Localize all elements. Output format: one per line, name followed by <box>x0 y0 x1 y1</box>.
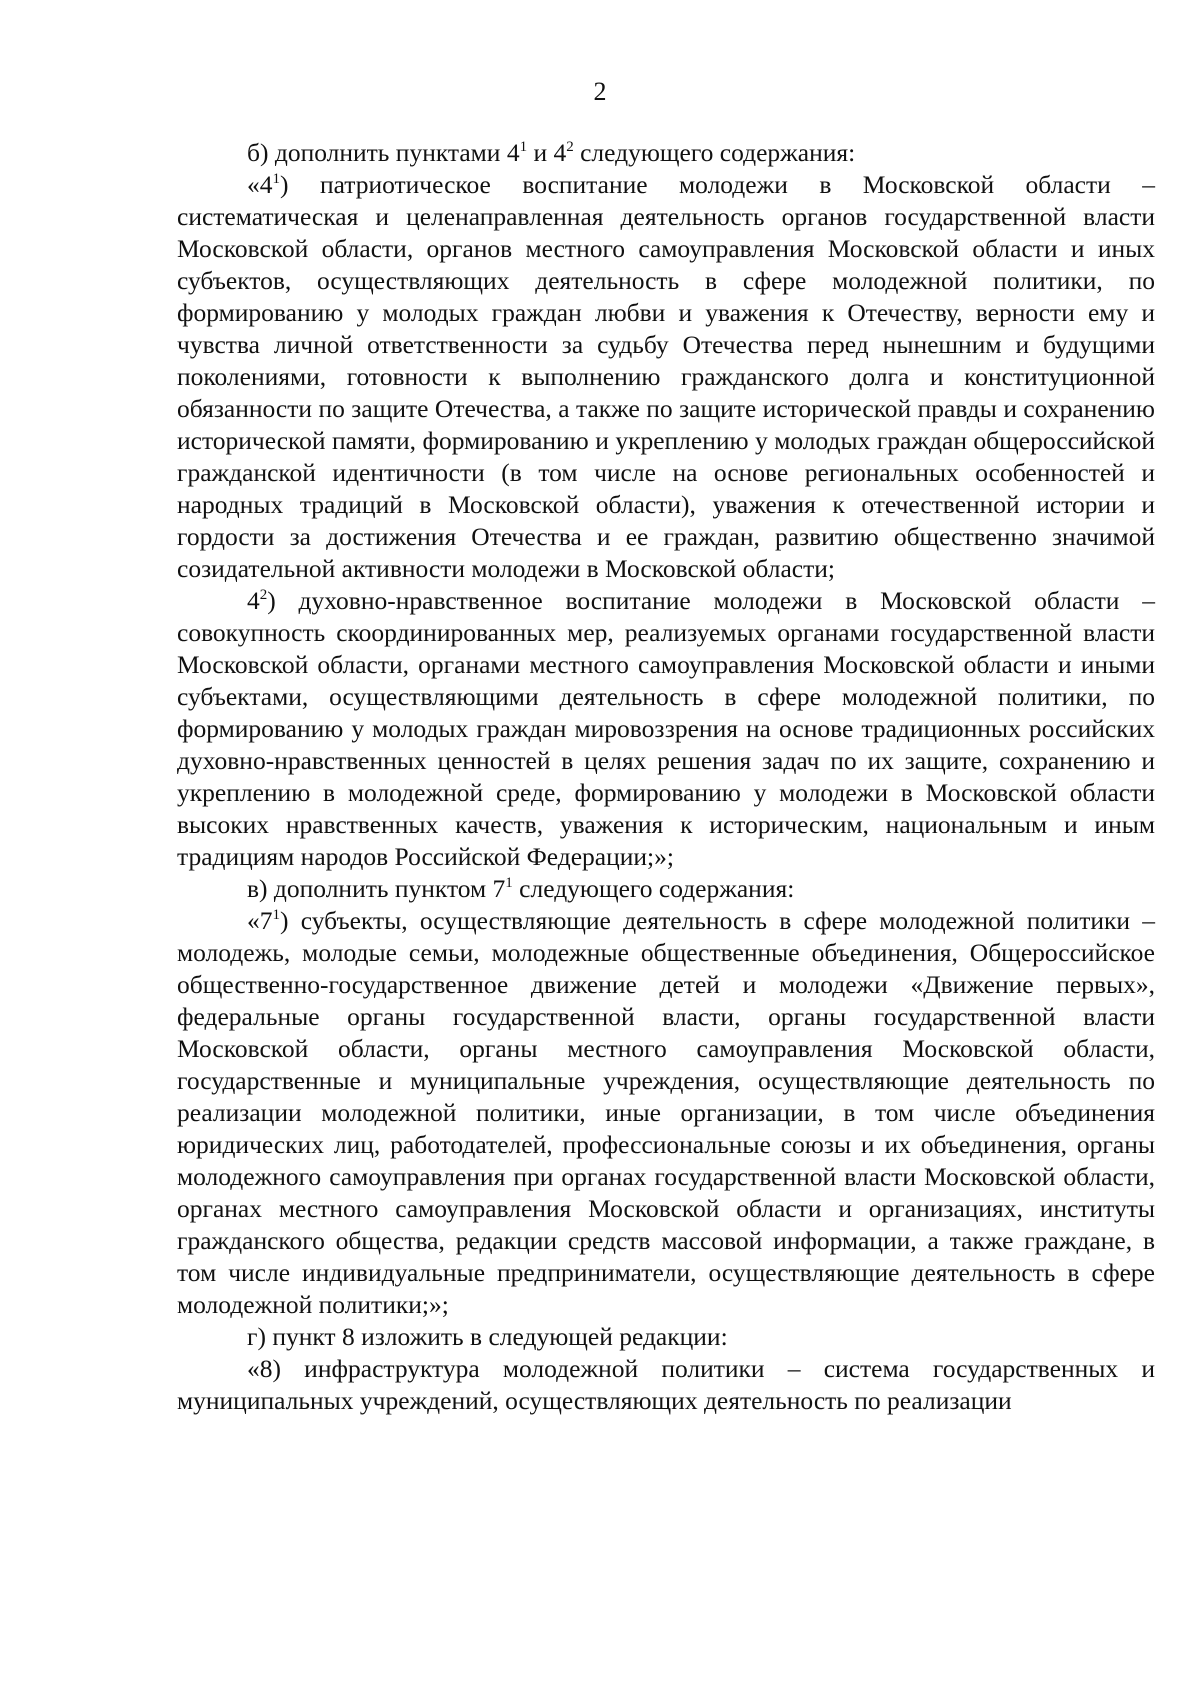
text-segment: 4 <box>247 586 260 615</box>
text-segment: ) субъекты, осуществляющие деятельность в сфере молодежной политики – молодежь, молодые семьи, молодежные общественные объединения, Общероссийское общественно-государственное движение детей и молодежи «Движение первых», федеральные органы государственной власти, органы государственной власти Московской области, органы местного самоуправления Московской области, государственные и муниципальные учреждения, осуществляющие деятельность по реализации молодежной политики, иные организации, в том числе объединения юридических лиц, работодателей, профессиональные союзы и их объединения, органы молодежного самоуправления при органах государственной власти Московской области, органах местного самоуправления Московской области и организациях, институты гражданского общества, редакции средств массовой информации, а также граждане, в том числе индивидуальные предприниматели, осуществляющие деятельность в сфере молодежной политики;»; <box>177 906 1155 1319</box>
text-segment: следующего содержания: <box>512 874 795 903</box>
document-body <box>177 137 1155 1417</box>
superscript: 2 <box>566 139 574 155</box>
text-segment: «7 <box>247 906 273 935</box>
paragraph-item-v-intro <box>177 873 1155 905</box>
superscript: 2 <box>259 587 268 603</box>
paragraph-point-4-2 <box>177 585 1155 873</box>
text-segment: «4 <box>247 170 273 199</box>
text-segment: ) духовно-нравственное воспитание молодежи в Московской области – совокупность скоординированных мер, реализуемых органами государственной власти Московской области, органами местного самоуправления Московской области и иными субъектами, осуществляющими деятельность в сфере молодежной политики, по формированию у молодых граждан мировоззрения на основе традиционных российских духовно-нравственных ценностей в целях решения задач по их защите, сохранению и укреплению в молодежной среде, формированию у молодежи в Московской области высоких нравственных качеств, уважения к историческим, национальным и иным традициям народов Российской Федерации;»; <box>177 586 1155 871</box>
superscript: 1 <box>272 907 280 923</box>
text-segment: в) дополнить пунктом 7 <box>247 874 506 903</box>
paragraph-point-7-1 <box>177 905 1155 1321</box>
text-segment: следующего содержания: <box>573 138 856 167</box>
text-segment: и 4 <box>527 138 567 167</box>
superscript: 1 <box>505 875 513 891</box>
text-segment: «8) инфраструктура молодежной политики – система государственных и муниципальных учреждений, осуществляющих деятельность по реализации <box>177 1354 1155 1415</box>
paragraph-item-g-intro <box>177 1321 1155 1353</box>
superscript: 1 <box>519 139 528 155</box>
paragraph-item-b-intro <box>177 137 1155 169</box>
text-segment: ) патриотическое воспитание молодежи в Московской области – систематическая и целенаправленная деятельность органов государственной власти Московской области, органов местного самоуправления Московской области и иных субъектов, осуществляющих деятельность в сфере молодежной политики, по формированию у молодых граждан любви и уважения к Отечеству, верности ему и чувства личной ответственности за судьбу Отечества перед нынешним и будущими поколениями, готовности к выполнению гражданского долга и конституционной обязанности по защите Отечества, а также по защите исторической правды и сохранению исторической памяти, формированию и укреплению у молодых граждан общероссийской гражданской идентичности (в том числе на основе региональных особенностей и народных традиций в Московской области), уважения к отечественной истории и гордости за достижения Отечества и ее граждан, развитию общественно значимой созидательной активности молодежи в Московской области; <box>177 170 1155 583</box>
text-segment: б) дополнить пунктами 4 <box>247 138 520 167</box>
page-number: 2 <box>593 77 607 106</box>
text-segment: г) пункт 8 изложить в следующей редакции: <box>247 1322 728 1351</box>
superscript: 1 <box>272 171 280 187</box>
paragraph-point-4-1 <box>177 169 1155 585</box>
paragraph-point-8 <box>177 1353 1155 1417</box>
